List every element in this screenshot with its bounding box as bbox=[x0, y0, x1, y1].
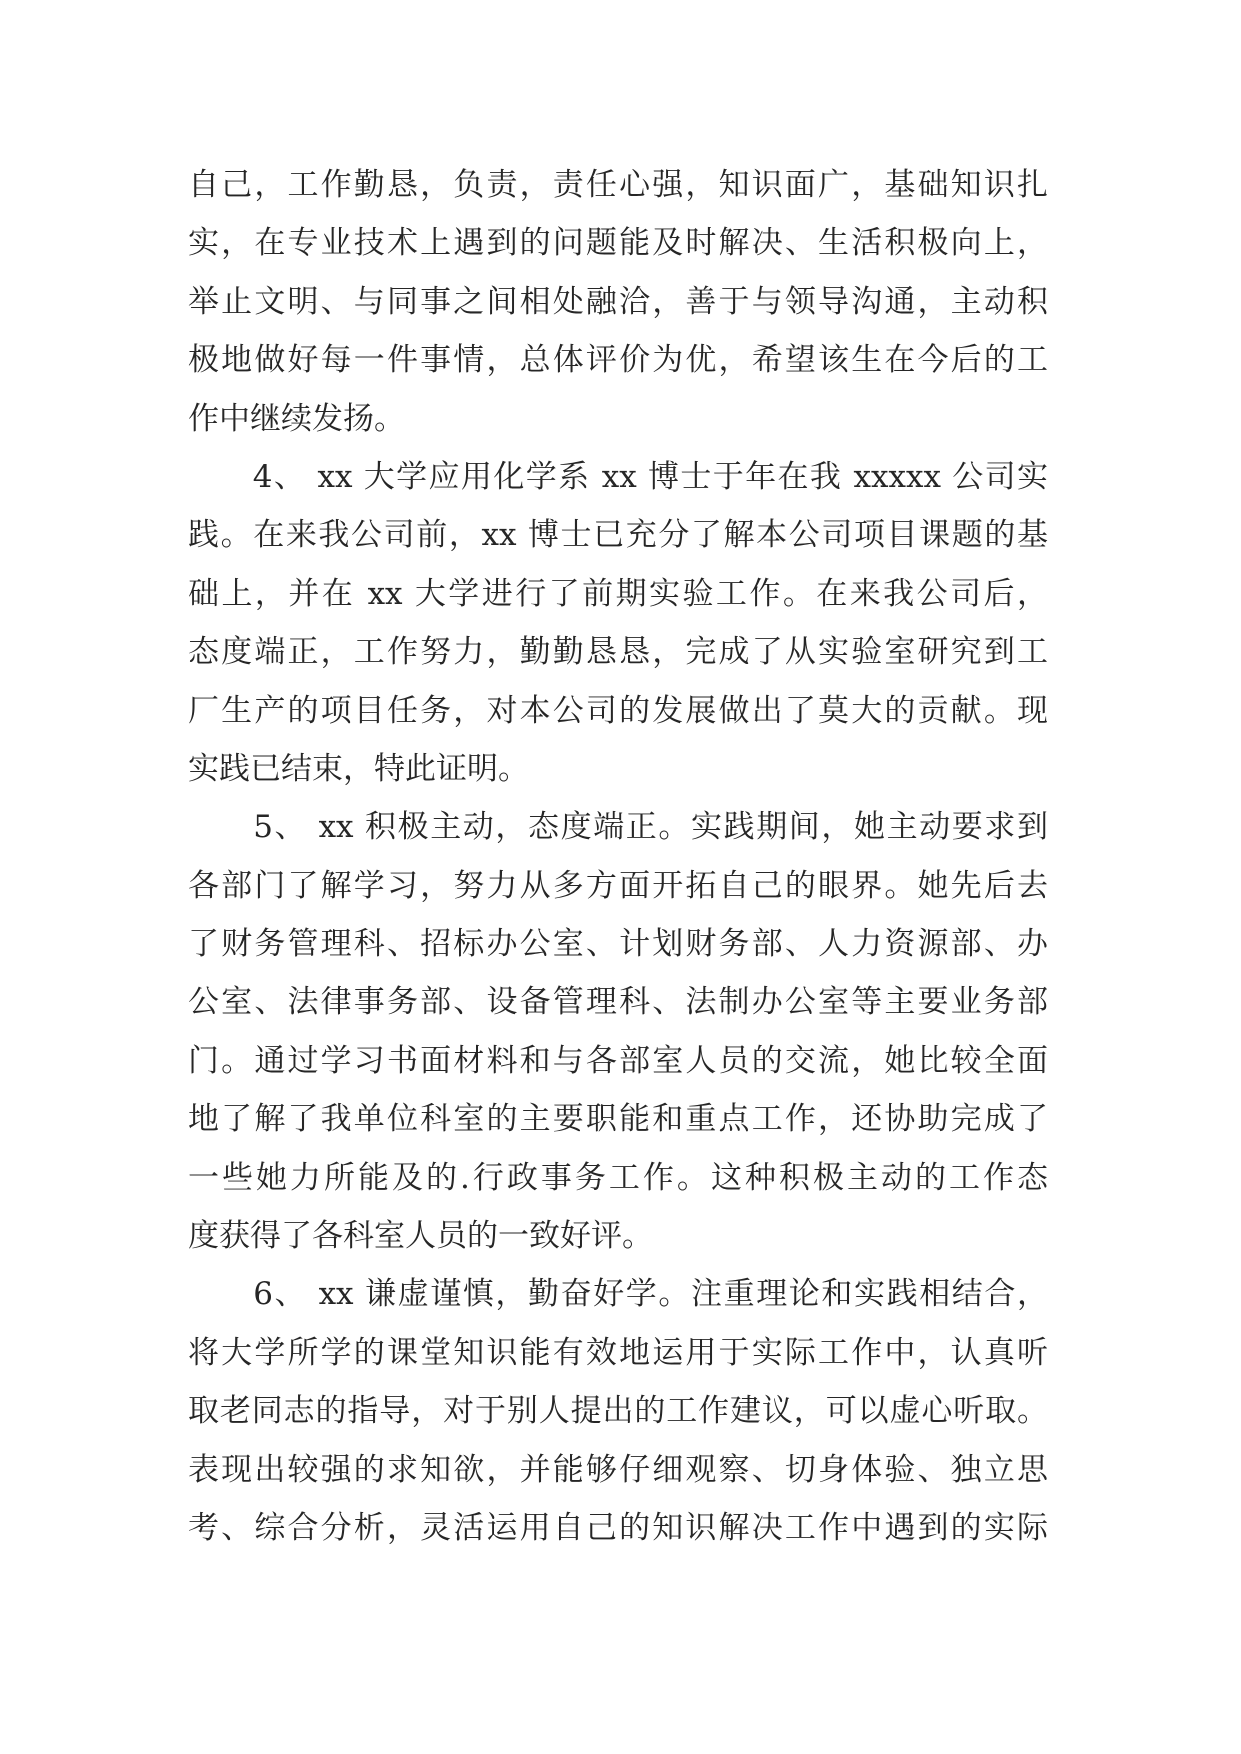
text-line: 极地做好每一件事情，总体评价为优，希望该生在今后的工 bbox=[188, 342, 1048, 379]
text-line: 一些她力所能及的.行政事务工作。这种积极主动的工作态 bbox=[188, 1159, 1048, 1196]
text-line: 础上，并在 xx 大学进行了前期实验工作。在来我公司后， bbox=[188, 575, 1048, 612]
text-line: 态度端正，工作努力，勤勤恳恳，完成了从实验室研究到工 bbox=[188, 634, 1048, 671]
text-line: 度获得了各科室人员的一致好评。 bbox=[188, 1218, 653, 1255]
text-line: 门。通过学习书面材料和与各部室人员的交流，她比较全面 bbox=[188, 1042, 1048, 1079]
text-line: 作中继续发扬。 bbox=[188, 400, 405, 437]
text-line: 表现出较强的求知欲，并能够仔细观察、切身体验、独立思 bbox=[188, 1451, 1048, 1488]
text-line: 厂生产的项目任务，对本公司的发展做出了莫大的贡献。现 bbox=[188, 692, 1048, 729]
text-line: 自己，工作勤恳，负责，责任心强，知识面广，基础知识扎 bbox=[188, 167, 1048, 203]
text-line: 地了解了我单位科室的主要职能和重点工作，还协助完成了 bbox=[188, 1101, 1048, 1138]
text-line: 了财务管理科、招标办公室、计划财务部、人力资源部、办 bbox=[188, 926, 1048, 963]
text-line: 公室、法律事务部、设备管理科、法制办公室等主要业务部 bbox=[188, 984, 1048, 1021]
text-line: 6、 xx 谦虚谨慎，勤奋好学。注重理论和实践相结合， bbox=[188, 1276, 1048, 1313]
body-text bbox=[188, 156, 1048, 1557]
text-line: 各部门了解学习，努力从多方面开拓自己的眼界。她先后去 bbox=[188, 867, 1048, 904]
text-line: 实，在专业技术上遇到的问题能及时解决、生活积极向上， bbox=[188, 225, 1048, 262]
text-line: 考、综合分析，灵活运用自己的知识解决工作中遇到的实际 bbox=[188, 1509, 1048, 1546]
text-line: 取老同志的指导，对于别人提出的工作建议，可以虚心听取。 bbox=[188, 1393, 1048, 1430]
text-line: 践。在来我公司前，xx 博士已充分了解本公司项目课题的基 bbox=[188, 517, 1048, 554]
text-line: 举止文明、与同事之间相处融洽，善于与领导沟通，主动积 bbox=[188, 283, 1048, 320]
text-line: 实践已结束，特此证明。 bbox=[188, 750, 529, 787]
text-line: 4、 xx 大学应用化学系 xx 博士于年在我 xxxxx 公司实 bbox=[188, 458, 1048, 495]
text-line: 将大学所学的课堂知识能有效地运用于实际工作中，认真听 bbox=[188, 1334, 1048, 1371]
text-line: 5、 xx 积极主动，态度端正。实践期间，她主动要求到 bbox=[188, 809, 1048, 846]
